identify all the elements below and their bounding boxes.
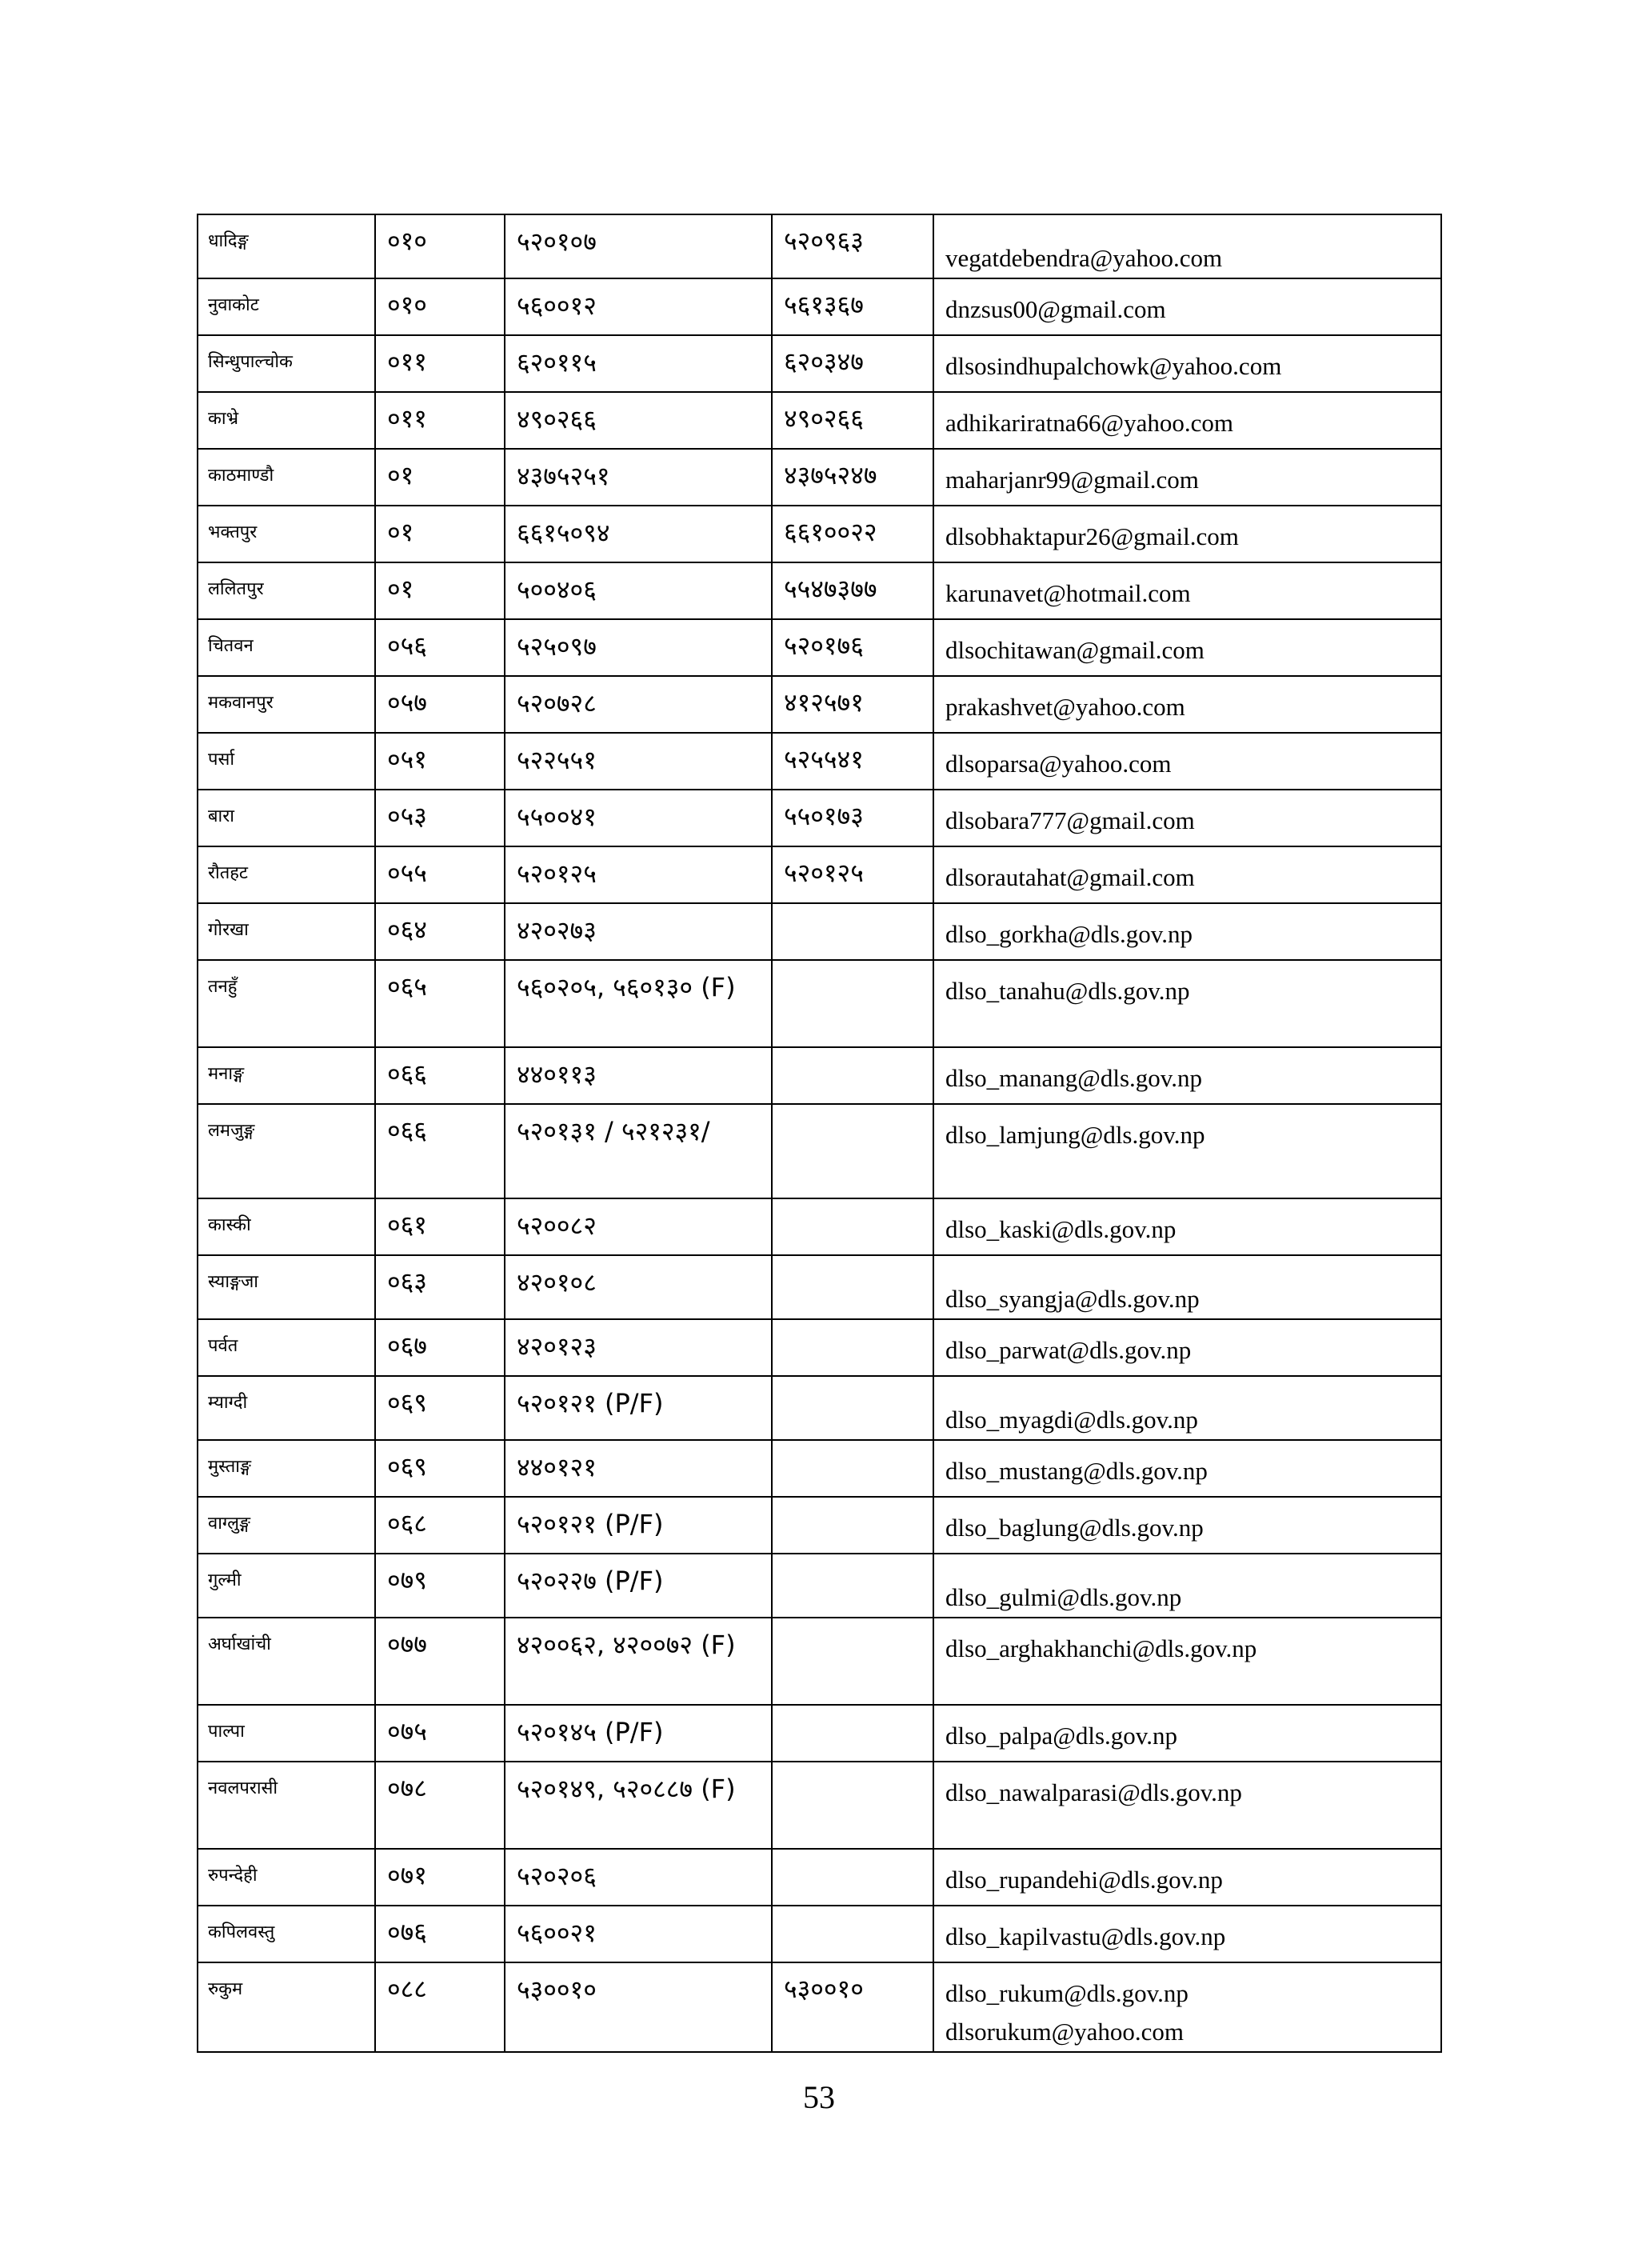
email-address[interactable]: dlso_parwat@dls.gov.np: [945, 1336, 1192, 1364]
phone-cell: ५२०१२१ (P/F): [505, 1376, 772, 1440]
email-address[interactable]: dlso_mustang@dls.gov.np: [945, 1457, 1208, 1485]
district-contact-table: [197, 214, 1442, 2053]
phone-cell: ४४०११३: [505, 1047, 772, 1104]
district-cell: पर्वत: [198, 1319, 375, 1376]
area-code-cell: ०११: [375, 335, 505, 392]
area-code-cell: ०७६: [375, 1906, 505, 1962]
phone-cell: ५२०१२५: [505, 846, 772, 903]
district-cell: रुकुम: [198, 1962, 375, 2052]
email-address[interactable]: dlso_manang@dls.gov.np: [945, 1064, 1203, 1092]
table-row: [198, 506, 1441, 562]
district-cell: स्याङ्गजा: [198, 1255, 375, 1319]
fax-cell: ४९०२६६: [772, 392, 933, 449]
district-cell: काभ्रे: [198, 392, 375, 449]
district-cell: कास्की: [198, 1198, 375, 1255]
email-cell: [933, 1962, 1441, 2052]
fax-cell: [772, 903, 933, 960]
fax-cell: ६२०३४७: [772, 335, 933, 392]
fax-cell: [772, 1705, 933, 1762]
email-address[interactable]: dlso_baglung@dls.gov.np: [945, 1514, 1204, 1542]
email-address[interactable]: dlso_gorkha@dls.gov.np: [945, 920, 1193, 948]
email-cell: [933, 1554, 1441, 1618]
email-cell: [933, 733, 1441, 790]
district-cell: नवलपरासी: [198, 1762, 375, 1849]
email-address[interactable]: adhikariratna66@yahoo.com: [945, 409, 1233, 437]
email-address[interactable]: dlsoparsa@yahoo.com: [945, 750, 1172, 778]
area-code-cell: ०८८: [375, 1962, 505, 2052]
phone-cell: ५२५०९७: [505, 619, 772, 676]
email-cell: [933, 1497, 1441, 1554]
area-code-cell: ०७८: [375, 1762, 505, 1849]
phone-cell: ४२००६२, ४२००७२ (F): [505, 1618, 772, 1705]
email-cell: [933, 1906, 1441, 1962]
email-cell: [933, 449, 1441, 506]
fax-cell: ५३००१०: [772, 1962, 933, 2052]
email-address[interactable]: dlso_kapilvastu@dls.gov.np: [945, 1922, 1226, 1950]
district-cell: वाग्लुङ्ग: [198, 1497, 375, 1554]
email-address[interactable]: dlsochitawan@gmail.com: [945, 636, 1205, 664]
email-address[interactable]: dlso_kaski@dls.gov.np: [945, 1215, 1177, 1243]
phone-cell: ५२०१०७: [505, 214, 772, 278]
email-address[interactable]: vegatdebendra@yahoo.com: [945, 244, 1223, 272]
fax-cell: ४३७५२४७: [772, 449, 933, 506]
table-row: [198, 1554, 1441, 1618]
area-code-cell: ०११: [375, 392, 505, 449]
phone-cell: ५२०२२७ (P/F): [505, 1554, 772, 1618]
email-cell: [933, 506, 1441, 562]
email-address[interactable]: dlso_syangja@dls.gov.np: [945, 1285, 1200, 1313]
email-address[interactable]: dlso_arghakhanchi@dls.gov.np: [945, 1634, 1257, 1662]
fax-cell: [772, 1255, 933, 1319]
phone-cell: ५२०१४९, ५२०८८७ (F): [505, 1762, 772, 1849]
table-row: [198, 790, 1441, 846]
district-cell: मनाङ्ग: [198, 1047, 375, 1104]
area-code-cell: ०६६: [375, 1104, 505, 1198]
area-code-cell: ०५७: [375, 676, 505, 733]
phone-cell: ५२००८२: [505, 1198, 772, 1255]
table-row: [198, 1849, 1441, 1906]
fax-cell: [772, 1497, 933, 1554]
fax-cell: ५६१३६७: [772, 278, 933, 335]
district-cell: रौतहट: [198, 846, 375, 903]
table-row: [198, 1255, 1441, 1319]
fax-cell: ५२०१२५: [772, 846, 933, 903]
email-address[interactable]: dlsobhaktapur26@gmail.com: [945, 522, 1239, 550]
phone-cell: ५२०२०६: [505, 1849, 772, 1906]
area-code-cell: ०७७: [375, 1618, 505, 1705]
email-cell: [933, 1376, 1441, 1440]
fax-cell: [772, 1047, 933, 1104]
table-body: [198, 214, 1441, 2052]
area-code-cell: ०६३: [375, 1255, 505, 1319]
area-code-cell: ०१: [375, 449, 505, 506]
email-cell: [933, 676, 1441, 733]
table-row: [198, 676, 1441, 733]
table-row: [198, 1198, 1441, 1255]
fax-cell: [772, 1104, 933, 1198]
district-cell: गुल्मी: [198, 1554, 375, 1618]
email-address[interactable]: maharjanr99@gmail.com: [945, 466, 1199, 494]
phone-cell: ५६०२०५, ५६०१३० (F): [505, 960, 772, 1047]
email-cell: [933, 278, 1441, 335]
email-address[interactable]: dnzsus00@gmail.com: [945, 295, 1166, 323]
table-row: [198, 562, 1441, 619]
table-row: [198, 1047, 1441, 1104]
email-cell: [933, 619, 1441, 676]
email-address[interactable]: dlso_rupandehi@dls.gov.np: [945, 1866, 1223, 1894]
fax-cell: [772, 1376, 933, 1440]
table-row: [198, 1104, 1441, 1198]
table-row: [198, 903, 1441, 960]
table-row: [198, 1319, 1441, 1376]
area-code-cell: ०७१: [375, 1849, 505, 1906]
fax-cell: ५५४७३७७: [772, 562, 933, 619]
fax-cell: [772, 1849, 933, 1906]
area-code-cell: ०७९: [375, 1554, 505, 1618]
fax-cell: [772, 1618, 933, 1705]
fax-cell: ६६१००२२: [772, 506, 933, 562]
district-cell: मकवानपुर: [198, 676, 375, 733]
email-address[interactable]: dlsorautahat@gmail.com: [945, 863, 1195, 891]
area-code-cell: ०६५: [375, 960, 505, 1047]
phone-cell: ५६००२१: [505, 1906, 772, 1962]
table-row: [198, 1962, 1441, 2052]
area-code-cell: ०५५: [375, 846, 505, 903]
district-cell: चितवन: [198, 619, 375, 676]
area-code-cell: ०६१: [375, 1198, 505, 1255]
phone-cell: ६२०११५: [505, 335, 772, 392]
area-code-cell: ०१०: [375, 214, 505, 278]
email-address[interactable]: dlso_tanahu@dls.gov.np: [945, 977, 1190, 1005]
fax-cell: ५२०९६३: [772, 214, 933, 278]
district-cell: बारा: [198, 790, 375, 846]
phone-cell: ४३७५२५१: [505, 449, 772, 506]
table-row: [198, 1705, 1441, 1762]
table-row: [198, 214, 1441, 278]
phone-cell: ४२०१०८: [505, 1255, 772, 1319]
fax-cell: ५५०१७३: [772, 790, 933, 846]
table-row: [198, 1906, 1441, 1962]
table-row: [198, 733, 1441, 790]
fax-cell: [772, 1319, 933, 1376]
email-cell: [933, 1440, 1441, 1497]
area-code-cell: ०६६: [375, 1047, 505, 1104]
email-address[interactable]: prakashvet@yahoo.com: [945, 693, 1185, 721]
phone-cell: ५२२५५१: [505, 733, 772, 790]
district-cell: सिन्धुपाल्चोक: [198, 335, 375, 392]
district-cell: धादिङ्ग: [198, 214, 375, 278]
phone-cell: ५२०१३१ / ५२१२३१/: [505, 1104, 772, 1198]
fax-cell: ४१२५७१: [772, 676, 933, 733]
email-cell: [933, 335, 1441, 392]
district-cell: काठमाण्डौ: [198, 449, 375, 506]
email-address[interactable]: dlso_nawalparasi@dls.gov.np: [945, 1778, 1242, 1806]
table-row: [198, 449, 1441, 506]
email-address[interactable]: dlso_lamjung@dls.gov.np: [945, 1121, 1205, 1149]
area-code-cell: ०६४: [375, 903, 505, 960]
table-row: [198, 392, 1441, 449]
fax-cell: [772, 1440, 933, 1497]
email-cell: [933, 1104, 1441, 1198]
district-cell: तनहुँ: [198, 960, 375, 1047]
email-address[interactable]: dlsobara777@gmail.com: [945, 806, 1195, 834]
email-cell: [933, 1198, 1441, 1255]
table-row: [198, 960, 1441, 1047]
district-cell: पर्सा: [198, 733, 375, 790]
email-address[interactable]: karunavet@hotmail.com: [945, 579, 1191, 607]
area-code-cell: ०१: [375, 506, 505, 562]
email-cell: [933, 1762, 1441, 1849]
phone-cell: ४२०२७३: [505, 903, 772, 960]
district-cell: पाल्पा: [198, 1705, 375, 1762]
district-cell: लमजुङ्ग: [198, 1104, 375, 1198]
email-cell: [933, 790, 1441, 846]
email-address-secondary[interactable]: dlsorukum@yahoo.com: [945, 2018, 1185, 2046]
page-number: 53: [803, 2079, 835, 2115]
email-cell: [933, 562, 1441, 619]
fax-cell: [772, 1906, 933, 1962]
district-cell: गोरखा: [198, 903, 375, 960]
table-row: [198, 1762, 1441, 1849]
email-address[interactable]: dlsosindhupalchowk@yahoo.com: [945, 352, 1282, 380]
fax-cell: [772, 960, 933, 1047]
table-row: [198, 1497, 1441, 1554]
area-code-cell: ०६९: [375, 1376, 505, 1440]
email-address[interactable]: dlso_myagdi@dls.gov.np: [945, 1406, 1198, 1434]
district-cell: रुपन्देही: [198, 1849, 375, 1906]
email-cell: [933, 1618, 1441, 1705]
district-cell: भक्तपुर: [198, 506, 375, 562]
email-cell: [933, 846, 1441, 903]
email-address[interactable]: dlso_rukum@dls.gov.np: [945, 1979, 1189, 2007]
email-cell: [933, 1319, 1441, 1376]
email-address[interactable]: dlso_palpa@dls.gov.np: [945, 1722, 1178, 1750]
phone-cell: ५२०१४५ (P/F): [505, 1705, 772, 1762]
area-code-cell: ०१०: [375, 278, 505, 335]
email-cell: [933, 214, 1441, 278]
email-cell: [933, 960, 1441, 1047]
fax-cell: [772, 1554, 933, 1618]
fax-cell: [772, 1198, 933, 1255]
district-cell: ललितपुर: [198, 562, 375, 619]
phone-cell: ५२०१२१ (P/F): [505, 1497, 772, 1554]
area-code-cell: ०५३: [375, 790, 505, 846]
phone-cell: ५५००४१: [505, 790, 772, 846]
table-row: [198, 278, 1441, 335]
area-code-cell: ०५१: [375, 733, 505, 790]
fax-cell: [772, 1762, 933, 1849]
email-cell: [933, 1705, 1441, 1762]
table-row: [198, 846, 1441, 903]
phone-cell: ५००४०६: [505, 562, 772, 619]
district-cell: कपिलवस्तु: [198, 1906, 375, 1962]
fax-cell: ५२०१७६: [772, 619, 933, 676]
district-cell: म्याग्दी: [198, 1376, 375, 1440]
phone-cell: ४२०१२३: [505, 1319, 772, 1376]
email-address[interactable]: dlso_gulmi@dls.gov.np: [945, 1583, 1182, 1611]
fax-cell: ५२५५४१: [772, 733, 933, 790]
table-row: [198, 1376, 1441, 1440]
district-cell: नुवाकोट: [198, 278, 375, 335]
phone-cell: ५३००१०: [505, 1962, 772, 2052]
area-code-cell: ०५६: [375, 619, 505, 676]
phone-cell: ५६००१२: [505, 278, 772, 335]
area-code-cell: ०७५: [375, 1705, 505, 1762]
area-code-cell: ०६८: [375, 1497, 505, 1554]
email-cell: [933, 1255, 1441, 1319]
table-row: [198, 1440, 1441, 1497]
area-code-cell: ०१: [375, 562, 505, 619]
phone-cell: ५२०७२८: [505, 676, 772, 733]
email-cell: [933, 392, 1441, 449]
phone-cell: ६६१५०९४: [505, 506, 772, 562]
phone-cell: ४९०२६६: [505, 392, 772, 449]
email-cell: [933, 1047, 1441, 1104]
table-row: [198, 619, 1441, 676]
area-code-cell: ०६९: [375, 1440, 505, 1497]
table-row: [198, 1618, 1441, 1705]
email-cell: [933, 1849, 1441, 1906]
district-cell: अर्घाखांची: [198, 1618, 375, 1705]
phone-cell: ४४०१२१: [505, 1440, 772, 1497]
table-row: [198, 335, 1441, 392]
email-cell: [933, 903, 1441, 960]
district-cell: मुस्ताङ्ग: [198, 1440, 375, 1497]
area-code-cell: ०६७: [375, 1319, 505, 1376]
